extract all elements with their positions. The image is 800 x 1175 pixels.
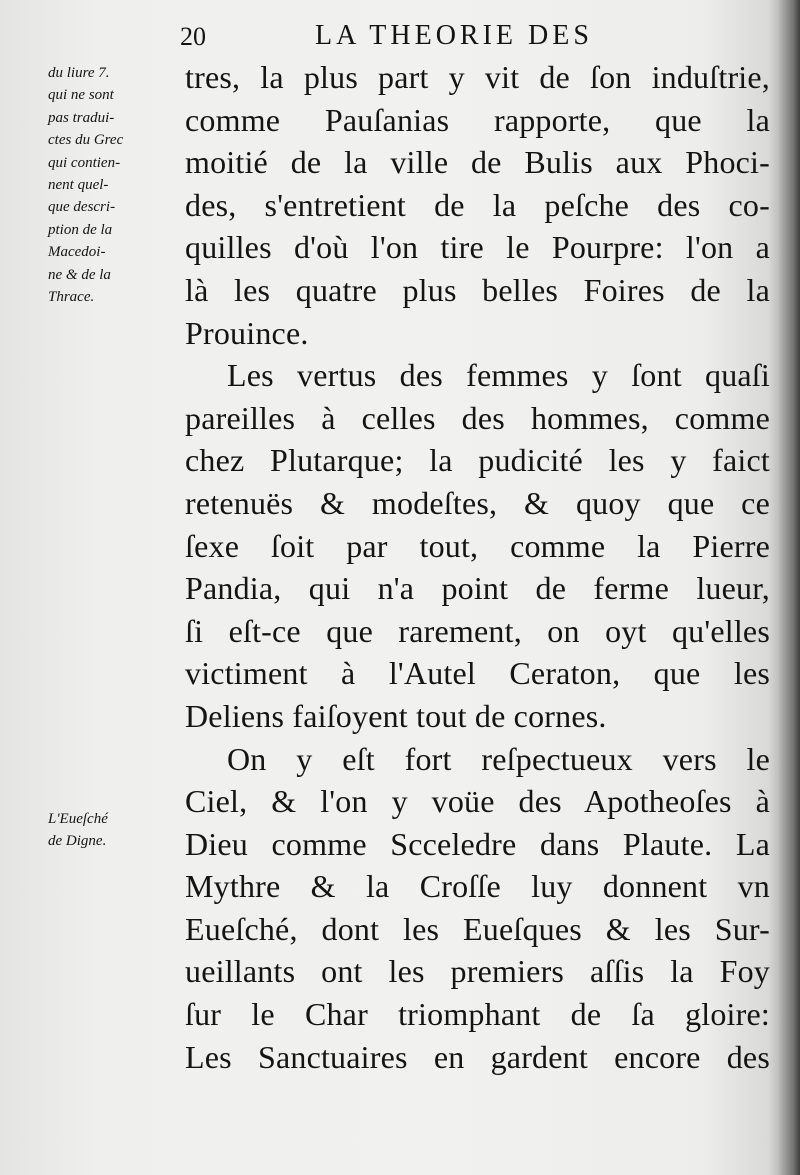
text-line: On y eſt fort reſpectueux vers le [227,740,770,777]
text-line: comme Pauſanias rapporte, que la [185,101,770,138]
margin-note-line: qui contien- [48,154,121,171]
margin-note-source [48,62,178,308]
running-header [180,18,770,54]
margin-note-line: Macedoi- [48,244,106,261]
margin-note-line: Thrace. [48,288,95,305]
text-line: Ciel, & l'on y voüe des Apotheoſes à [185,783,770,820]
margin-note-line: que descri- [48,199,116,216]
page-edge-shadow [778,0,800,1175]
margin-note-digne [48,808,178,853]
margin-note-line: nent quel- [48,176,109,193]
text-line: moitié de la ville de Bulis aux Phoci- [185,144,770,181]
text-line: Prouince. [185,314,309,351]
text-line: Deliens faiſoyent tout de cornes. [185,697,607,734]
text-line: ſexe ſoit par tout, comme la Pierre [185,527,770,564]
margin-note-line: de Digne. [48,833,107,850]
text-line: Pandia, qui n'a point de ferme lueur, [185,570,770,607]
text-line: ueillants ont les premiers aſſis la Foy [185,953,770,990]
text-line: Mythre & la Croſſe luy donnent vn [185,868,770,905]
margin-note-line: pas tradui- [48,109,115,126]
margin-note-line: du liure 7. [48,65,110,81]
text-line: Les Sanctuaires en gardent encore des [185,1038,770,1075]
text-line: pareilles à celles des hommes, comme [185,399,770,436]
margin-note-line: L'Eueſché [48,811,108,827]
text-line: chez Plutarque; la pudicité les y faict [185,442,770,479]
body-text [185,56,770,1078]
text-line: Les vertus des femmes y ſont quaſi [227,357,770,394]
text-line: victiment à l'Autel Ceraton, que les [185,655,770,692]
text-line: des, s'entretient de la peſche des co- [185,186,770,223]
margin-note-line: ctes du Grec [48,132,124,149]
text-line: tres, la plus part y vit de ſon induſtrie, [185,59,770,95]
text-line: ſi eſt-ce que rarement, on oyt qu'elles [185,612,770,649]
running-title: LA THEORIE DES [315,20,593,51]
text-line: quilles d'où l'on tire le Pourpre: l'on a [185,229,770,266]
text-line: Eueſché, dont les Eueſques & les Sur- [185,910,770,947]
text-line: Dieu comme Scceledre dans Plaute. La [185,825,770,862]
margin-note-line: ption de la [48,221,113,238]
text-line: là les quatre plus belles Foires de la [185,271,770,308]
margin-note-line: ne & de la [48,266,111,283]
text-line: ſur le Char triomphant de ſa gloire: [185,996,770,1033]
margin-note-line: qui ne sont [48,87,114,104]
text-line: retenuës & modeſtes, & quoy que ce [185,484,770,521]
page-number: 20 [180,22,206,51]
